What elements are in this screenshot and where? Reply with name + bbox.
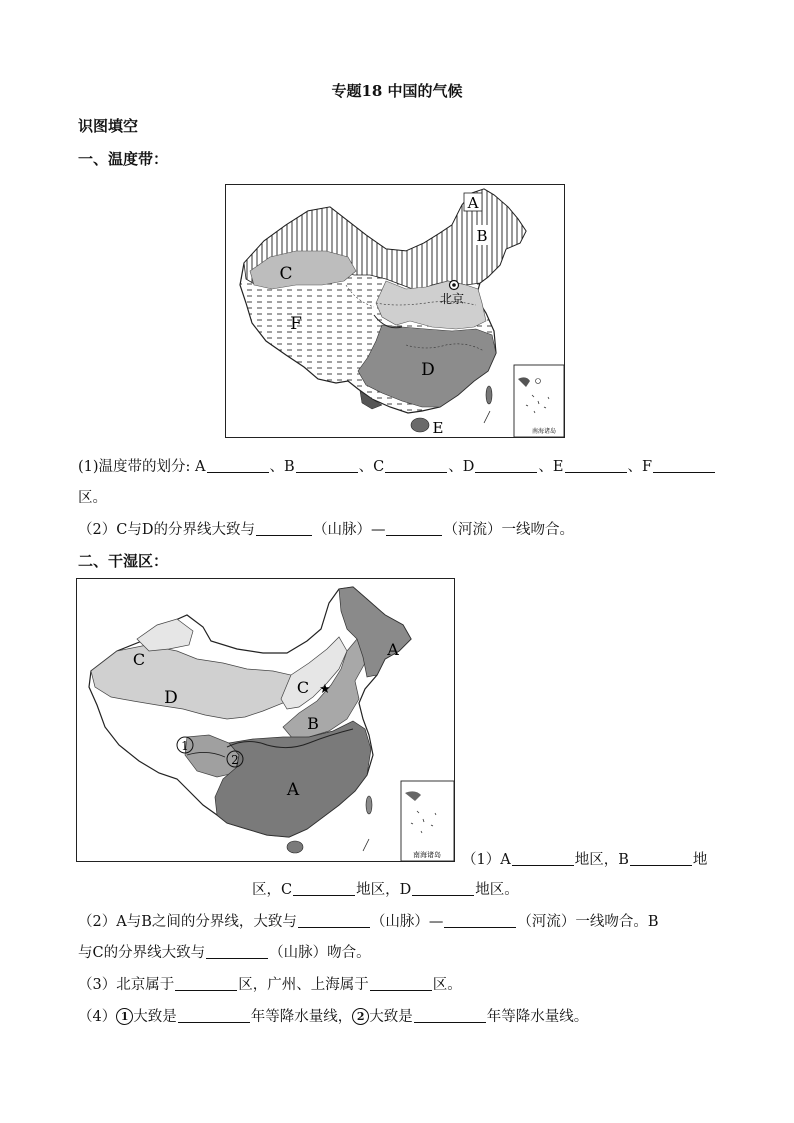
part2-q2-line1	[78, 910, 659, 931]
p2q2-line2-end: （山脉）吻合。	[269, 945, 371, 961]
q2-prefix: （2）C与D的分界线大致与	[78, 522, 255, 538]
part2-q2-line2	[78, 941, 371, 962]
hainan-island-2	[287, 841, 303, 853]
label-d: D	[421, 360, 435, 380]
p2q2-line2-prefix: 与C的分界线大致与	[78, 945, 206, 961]
blank-d[interactable]	[475, 458, 537, 473]
blank-a[interactable]	[207, 458, 269, 473]
p2q1-mid1: 地区，B	[574, 852, 629, 868]
p2q4-t1: 大致是	[133, 1009, 177, 1025]
label-b: B	[476, 227, 488, 245]
blank-beijing-zone[interactable]	[175, 976, 237, 991]
inset-caption-1: 南海诸岛	[531, 428, 557, 435]
capital-star: ★	[319, 682, 331, 697]
page-title: 专题18 中国的气候	[331, 82, 463, 100]
temperature-zone-map-svg	[226, 185, 564, 437]
hainan-island	[411, 418, 429, 432]
p2q3-end: 区。	[432, 977, 462, 993]
blank-b[interactable]	[296, 458, 358, 473]
label-beijing: 北京	[439, 292, 465, 306]
q2-end: （河流）一线吻合。	[443, 522, 574, 538]
p2q3-mid: 区，广州、上海属于	[238, 977, 369, 993]
marker-1: 1	[181, 739, 189, 753]
part2-q1-line2	[252, 878, 519, 899]
blank-e[interactable]	[565, 458, 627, 473]
p2q1-mid2: 地区，D	[356, 882, 412, 898]
blank-p2-mountain[interactable]	[298, 913, 370, 928]
label-c: C	[279, 264, 293, 284]
p2q1-end1: 地	[692, 852, 708, 868]
q1-sep-c: 、C	[358, 459, 385, 475]
q2-mid: （山脉）—	[312, 522, 386, 538]
blank-c[interactable]	[385, 458, 447, 473]
taiwan-island	[486, 386, 492, 404]
part1-q1-end: 区。	[78, 490, 107, 506]
circled-1: 1	[116, 1008, 133, 1025]
label-a-south: A	[286, 780, 300, 800]
blank-p2-bc-mountain[interactable]	[206, 944, 268, 959]
q1-sep-d: 、D	[448, 459, 475, 475]
part2-q3-line	[78, 973, 462, 994]
label-c-west: C	[132, 650, 146, 669]
label-e: E	[432, 419, 444, 437]
q1-sep-f: 、F	[627, 459, 653, 475]
p2q1-prefix: （1）A	[462, 852, 511, 868]
inset-caption-2: 南海诸岛	[413, 851, 441, 859]
blank-p2-c[interactable]	[293, 881, 355, 896]
dry-wet-region-map-svg	[77, 579, 454, 861]
part2-heading: 二、干湿区：	[78, 552, 169, 570]
p2q4-prefix: （4）	[78, 1009, 117, 1025]
part2-q4-line	[78, 1005, 588, 1026]
dry-wet-region-map	[76, 578, 455, 862]
p2q2-mid: （山脉）—	[370, 914, 444, 930]
q1-prefix: (1)温度带的划分: A	[78, 459, 206, 475]
blank-mountain[interactable]	[256, 521, 312, 536]
part2-q1-line1	[462, 848, 707, 869]
blank-f[interactable]	[653, 458, 715, 473]
p2q4-t2: 年等降水量线，	[250, 1009, 353, 1025]
label-b: B	[307, 714, 319, 733]
blank-isohyet-2[interactable]	[414, 1008, 486, 1023]
blank-p2-b[interactable]	[630, 851, 692, 866]
part1-q1-line	[78, 455, 716, 476]
q1-sep-b: 、B	[269, 459, 295, 475]
p2q2-prefix: （2）A与B之间的分界线，大致与	[78, 914, 297, 930]
label-c-east: C	[296, 678, 310, 697]
blank-gz-sh-zone[interactable]	[370, 976, 432, 991]
label-d-arid: D	[164, 688, 178, 708]
blank-river[interactable]	[386, 521, 442, 536]
part1-q2-line	[78, 518, 574, 539]
part1-heading: 一、温度带：	[78, 150, 169, 168]
temperature-zone-map	[225, 184, 565, 438]
label-a: A	[467, 194, 479, 212]
section-label: 识图填空	[78, 117, 139, 135]
blank-p2-d[interactable]	[412, 881, 474, 896]
blank-p2-river[interactable]	[444, 913, 516, 928]
blank-p2-a[interactable]	[512, 851, 574, 866]
p2q1-end2: 地区。	[475, 882, 519, 898]
south-sea-inset	[514, 365, 564, 437]
circled-2: 2	[352, 1008, 369, 1025]
taiwan-island-2	[366, 796, 372, 814]
p2q4-t4: 年等降水量线。	[486, 1009, 589, 1025]
p2q4-t3: 大致是	[369, 1009, 413, 1025]
marker-2: 2	[231, 753, 239, 767]
q1-sep-e: 、E	[538, 459, 564, 475]
p2q3-prefix: （3）北京属于	[78, 977, 175, 993]
label-f: F	[290, 314, 302, 334]
p2q2-end: （河流）一线吻合。B	[517, 914, 659, 930]
label-a-northeast: A	[387, 640, 399, 659]
p2q1-line2-start: 区，C	[252, 882, 293, 898]
blank-isohyet-1[interactable]	[178, 1008, 250, 1023]
